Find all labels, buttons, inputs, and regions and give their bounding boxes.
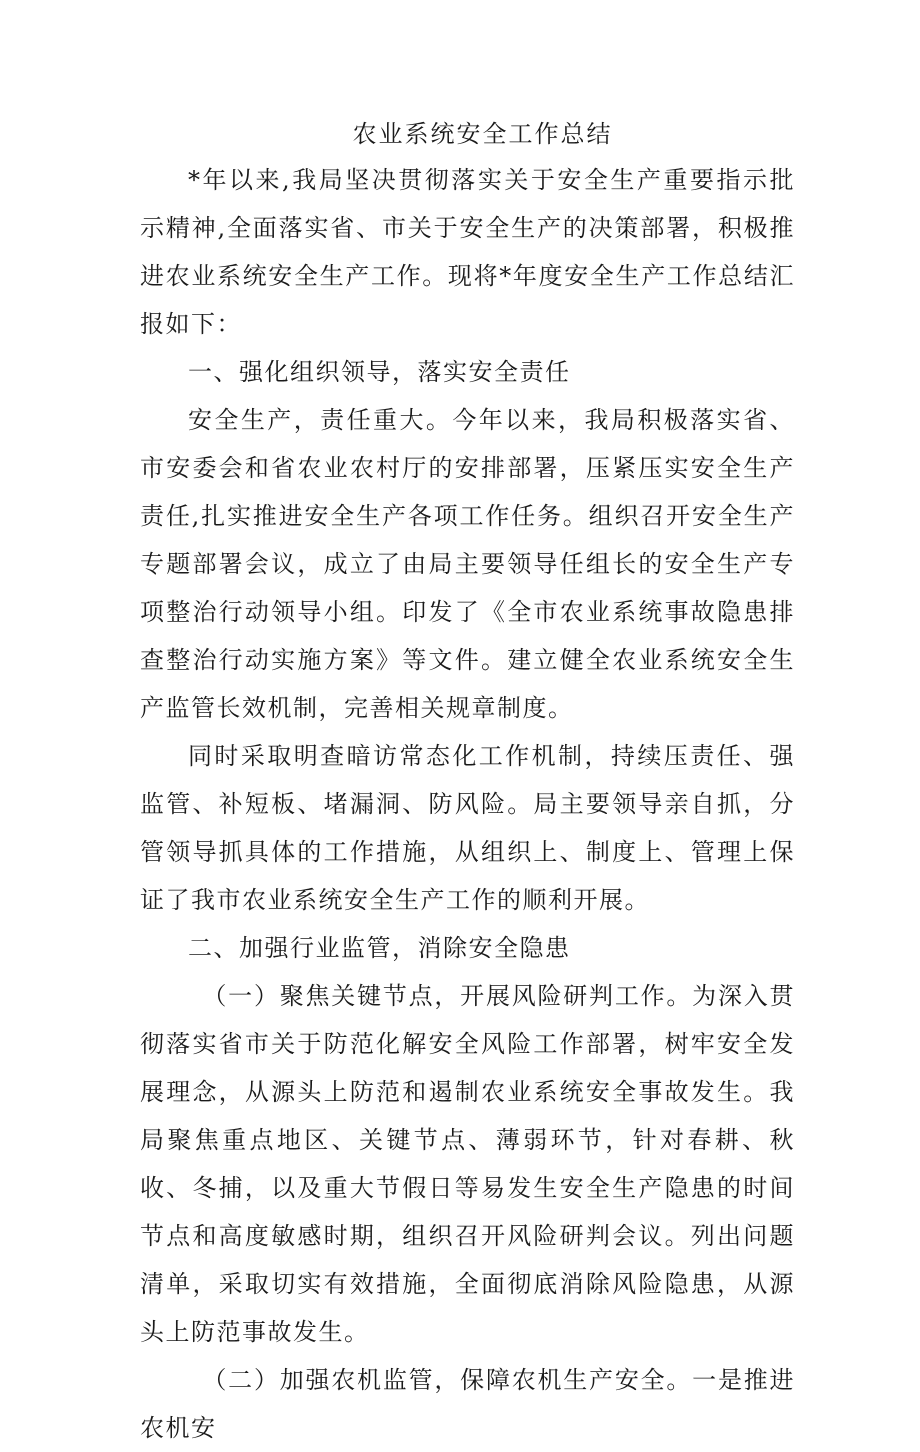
intro-paragraph: *年以来,我局坚决贯彻落实关于安全生产重要指示批示精神,全面落实省、市关于安全生产的决策部署，积极推进农业系统安全生产工作。现将*年度安全生产工作总结汇报如下：: [140, 166, 795, 338]
body-paragraph: 同时采取明查暗访常态化工作机制，持续压责任、强监管、补短板、堵漏洞、防风险。局主要领导亲自抓，分管领导抓具体的工作措施，从组织上、制度上、管理上保证了我市农业系统安全生产工作的顺利开展。: [140, 742, 795, 914]
section-heading-1: 一、强化组织领导，落实安全责任: [188, 358, 571, 386]
body-paragraph: 安全生产，责任重大。今年以来，我局积极落实省、市安委会和省农业农村厅的安排部署，压紧压实安全生产责任,扎实推进安全生产各项工作任务。组织召开安全生产专题部署会议，成立了由局主要领导任组长的安全生产专项整治行动领导小组。印发了《全市农业系统事故隐患排查整治行动实施方案》等文件。建立健全农业系统安全生产监管长效机制，完善相关规章制度。: [140, 406, 795, 722]
document-body: [140, 112, 795, 1452]
subsection-paragraph-1: （一）聚焦关键节点，开展风险研判工作。为深入贯彻落实省市关于防范化解安全风险工作部署，树牢安全发展理念，从源头上防范和遏制农业系统安全事故发生。我局聚焦重点地区、关键节点、薄弱环节，针对春耕、秋收、冬捕，以及重大节假日等易发生安全生产隐患的时间节点和高度敏感时期，组织召开风险研判会议。列出问题清单，采取切实有效措施，全面彻底消除风险隐患，从源头上防范事故发生。: [140, 982, 795, 1346]
document-title: 农业系统安全工作总结: [352, 120, 613, 148]
section-heading-2: 二、加强行业监管，消除安全隐患: [188, 934, 571, 962]
subsection-paragraph-2: （二）加强农机监管，保障农机生产安全。一是推进农机安: [140, 1366, 795, 1442]
